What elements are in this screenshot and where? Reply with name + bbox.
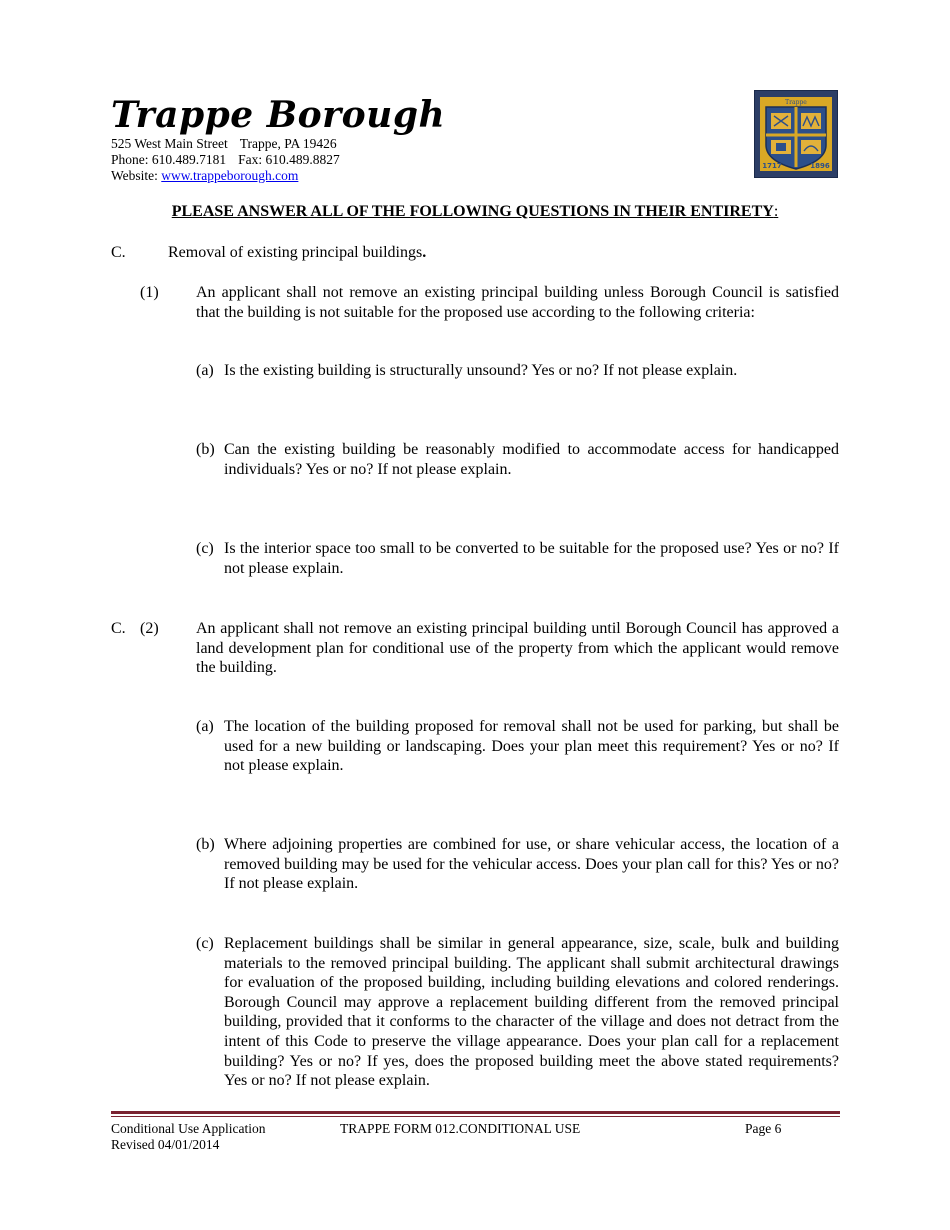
- footer-app-name: Conditional Use Application: [111, 1121, 266, 1136]
- website-label: Website:: [111, 168, 158, 183]
- item-2c-label: (c): [196, 935, 214, 952]
- footer-page-number: Page 6: [745, 1121, 782, 1136]
- item-1-number: (1): [140, 284, 159, 301]
- item-1b-label: (b): [196, 441, 215, 458]
- item-2-number: (2): [140, 620, 159, 637]
- section-c-title-period: .: [422, 244, 427, 261]
- page-title: Trappe Borough: [111, 94, 446, 136]
- seal-top-text: Trappe: [785, 99, 807, 106]
- item-1c-label: (c): [196, 540, 214, 557]
- fax-number: Fax: 610.489.8827: [238, 152, 340, 167]
- item-1-text: An applicant shall not remove an existing principal building unless Borough Council is satisfied that the building is not suitable for the proposed use according to the following criteria:: [196, 284, 839, 321]
- section-c-title-text: Removal of existing principal buildings: [168, 244, 423, 261]
- section-c-title: [168, 243, 426, 263]
- item-2a-question: The location of the building proposed for removal shall not be used for parking, but shall be used for a new building or landscaping. Does your plan meet this requirement? Yes or no? If not please explain.: [224, 718, 839, 775]
- seal-year-right: 1896: [810, 162, 830, 170]
- item-2a-label: (a): [196, 718, 214, 735]
- item-2-prefix: C.: [111, 620, 126, 637]
- instruction-heading: [0, 203, 950, 221]
- street-address: 525 West Main Street: [111, 136, 228, 151]
- section-c-label: C.: [111, 244, 126, 261]
- footer-divider-thick: [111, 1111, 840, 1114]
- seal-year-left: 1717: [762, 162, 782, 170]
- item-1a-label: (a): [196, 362, 214, 379]
- item-1c-question: Is the interior space too small to be converted to be suitable for the proposed use? Yes or no? If not please explain.: [224, 540, 839, 577]
- website-link[interactable]: www.trappeborough.com: [161, 168, 299, 183]
- footer-form-id: TRAPPE FORM 012.CONDITIONAL USE: [340, 1121, 581, 1136]
- borough-seal-logo: [754, 90, 838, 178]
- item-2c-question: Replacement buildings shall be similar in general appearance, size, scale, bulk and building materials to the removed principal building. The applicant shall submit architectural drawings for evaluation of the proposed building, including building elevations and colored renderings. Borough Council may approve a replacement building different from the removed principal building, provided that it conforms to the character of the village and does not detract from the intent of this Code to preserve the village appearance. Does your plan call for a replacement building? Yes or no? If yes, does the proposed building meet the above stated requirements? Yes or no? If not please explain.: [224, 935, 839, 1090]
- footer-divider-thin: [111, 1116, 840, 1117]
- footer-revised-date: Revised 04/01/2014: [111, 1137, 220, 1152]
- city-state-zip: Trappe, PA 19426: [239, 136, 337, 151]
- item-2b-label: (b): [196, 836, 215, 853]
- item-2-text: An applicant shall not remove an existing principal building until Borough Council has approved a land development plan for conditional use of the property from which the applicant would remove the building.: [196, 620, 839, 677]
- item-2b-question: Where adjoining properties are combined for use, or share vehicular access, the location of a removed building may be used for the vehicular access. Does your plan call for this? Yes or no? If not please explain.: [224, 836, 839, 893]
- item-1a-question: Is the existing building is structurally unsound? Yes or no? If not please explain.: [224, 362, 738, 379]
- phone-number: Phone: 610.489.7181: [111, 152, 227, 167]
- instruction-colon: :: [773, 203, 779, 220]
- item-1b-question: Can the existing building be reasonably modified to accommodate access for handicapped individuals? Yes or no? If not please explain.: [224, 441, 839, 478]
- address-block: [111, 136, 340, 184]
- instruction-text: PLEASE ANSWER ALL OF THE FOLLOWING QUESTIONS IN THEIR ENTIRETY: [171, 203, 774, 220]
